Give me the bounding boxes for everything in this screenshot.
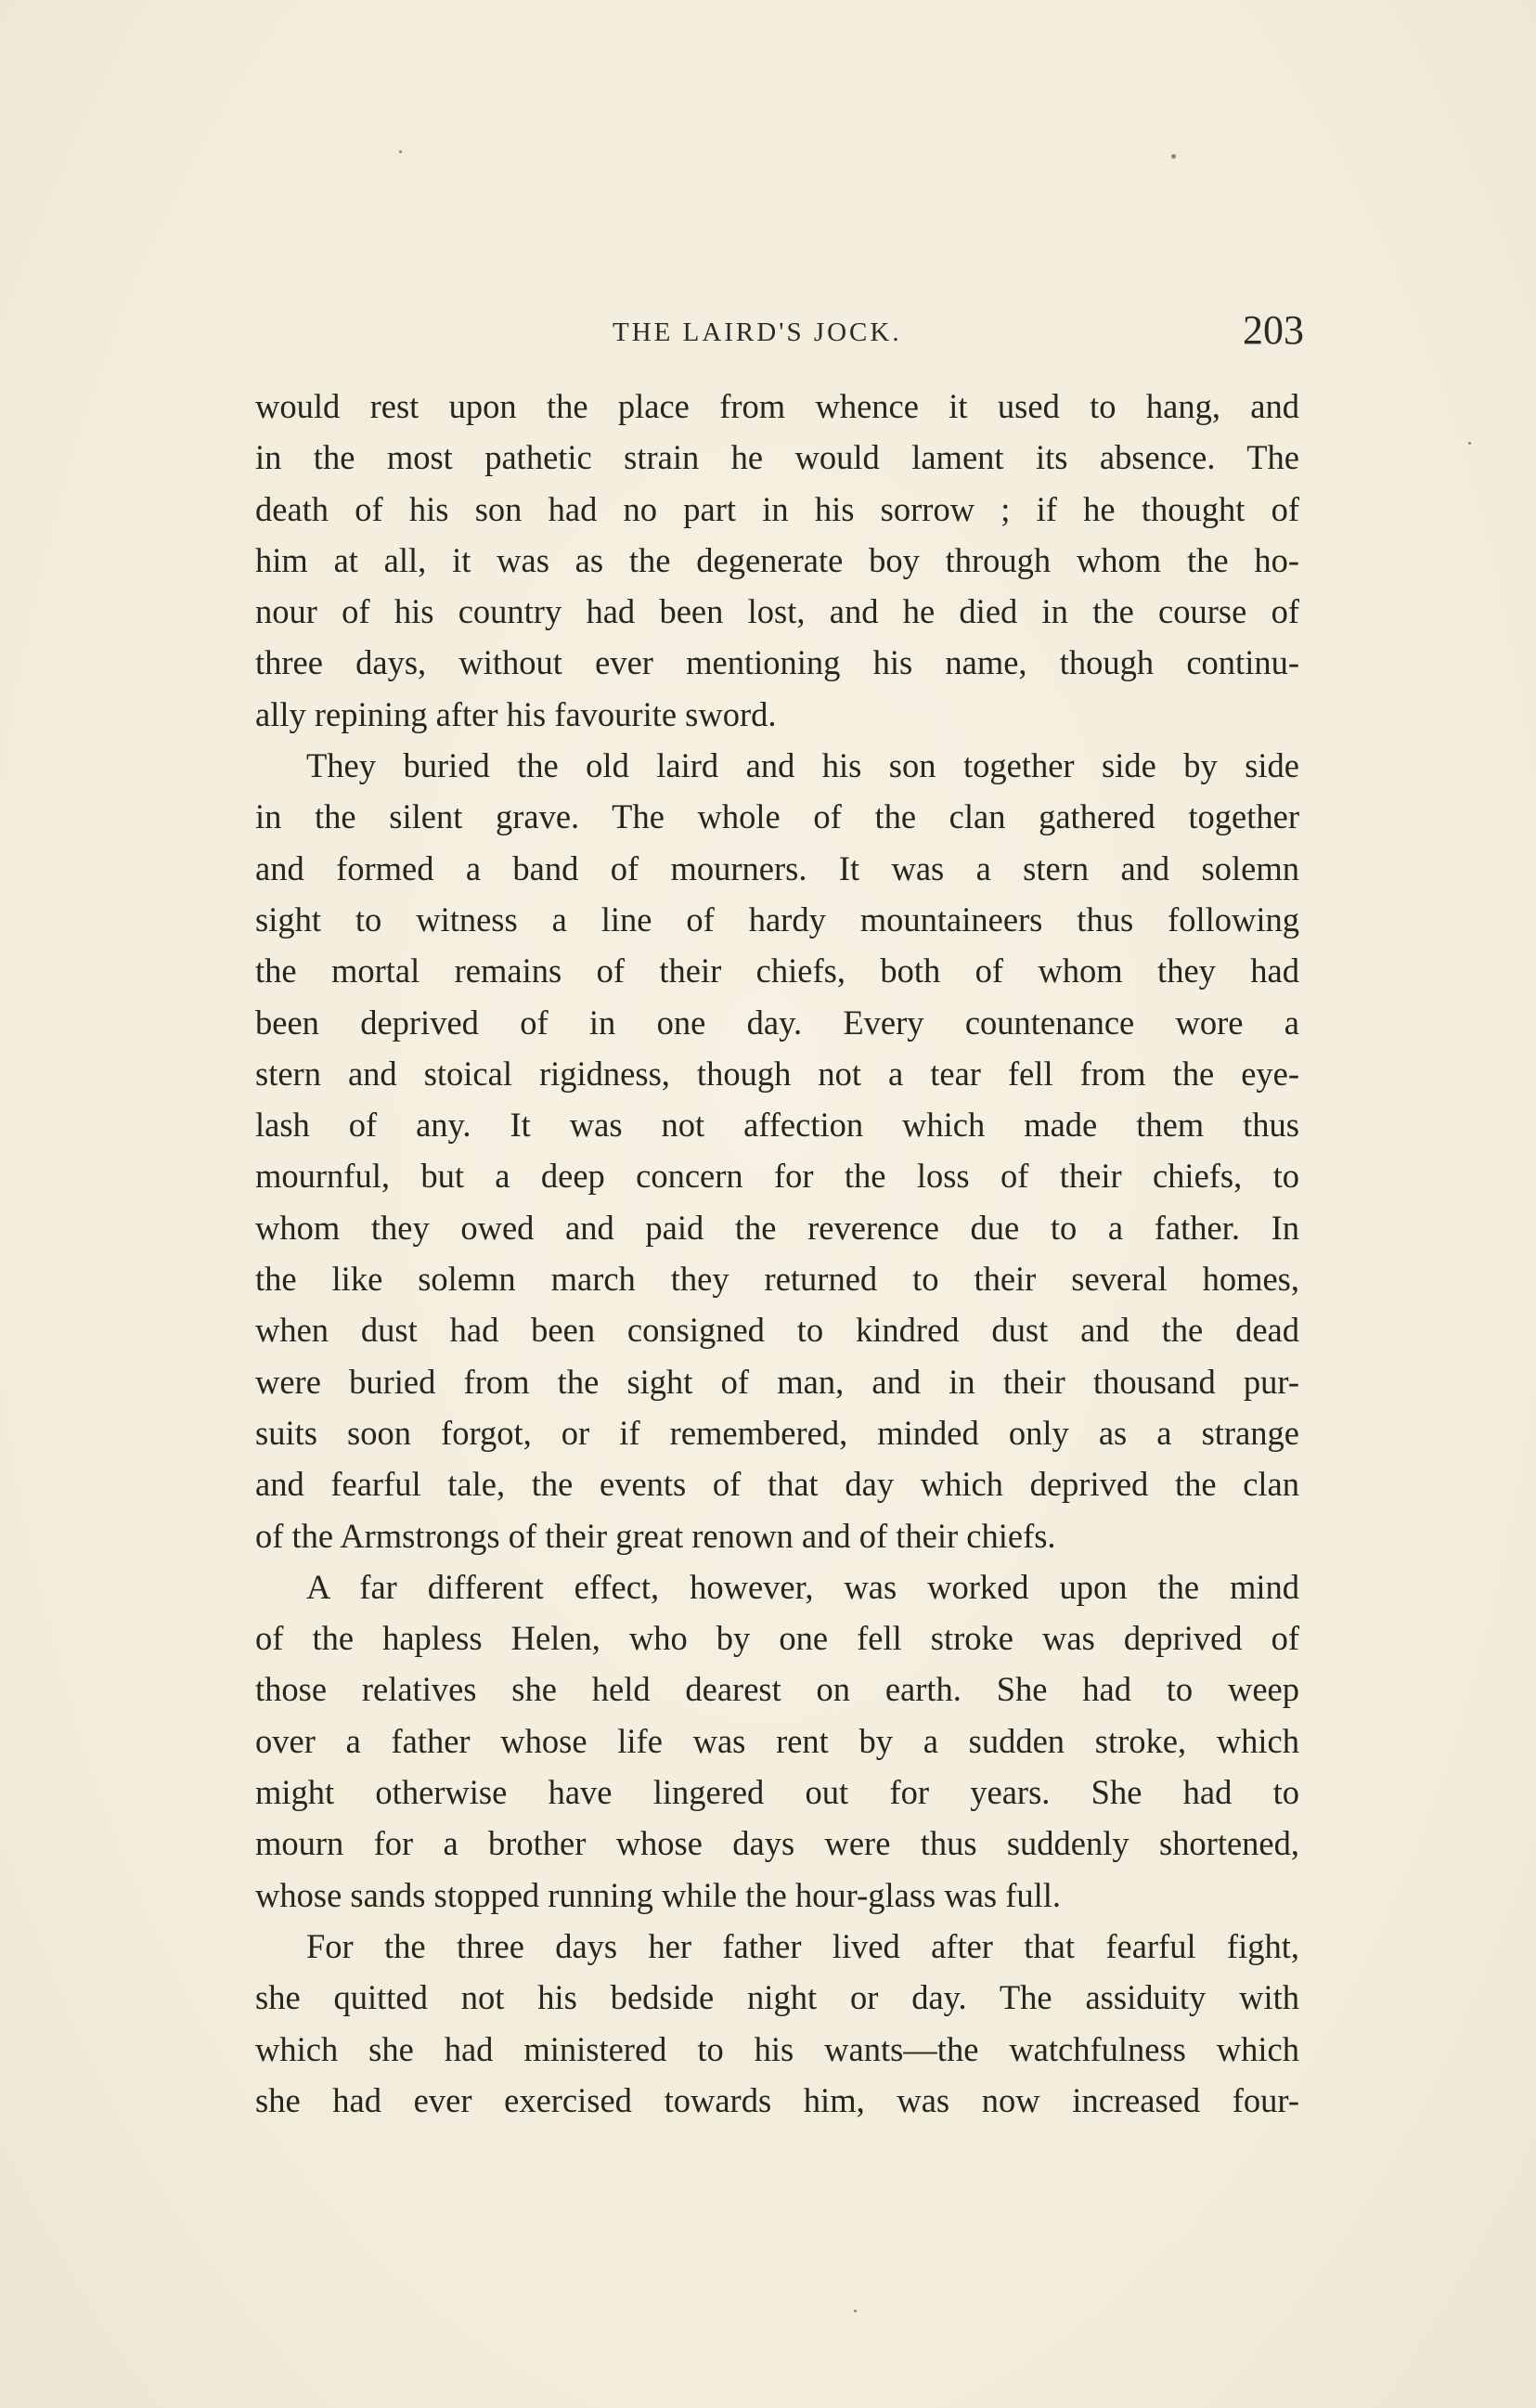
paper-speck xyxy=(1468,442,1471,445)
text-line: in the silent grave. The whole of the clan gathered together xyxy=(255,797,1299,836)
text-line: over a father whose life was rent by a sudden stroke, which xyxy=(255,1721,1299,1760)
text-line: him at all, it was as the degenerate boy through whom the ho- xyxy=(255,540,1299,579)
running-title: THE LAIRD'S JOCK. xyxy=(613,317,902,347)
text-line: whom they owed and paid the reverence due to a father. In xyxy=(255,1208,1299,1247)
paper-speck xyxy=(399,150,402,153)
text-line: stern and stoical rigidness, though not a tear fell from the eye- xyxy=(255,1054,1299,1093)
text-line: were buried from the sight of man, and in their thousand pur- xyxy=(255,1362,1299,1401)
text-line: They buried the old laird and his son together side by side xyxy=(306,746,1299,785)
text-line: which she had ministered to his wants—the watchfulness which xyxy=(255,2029,1299,2068)
text-line: mourn for a brother whose days were thus suddenly shortened, xyxy=(255,1824,1299,1863)
text-line: been deprived of in one day. Every countenance wore a xyxy=(255,1003,1299,1042)
text-line: lash of any. It was not affection which made them thus xyxy=(255,1106,1299,1145)
text-line: three days, without ever mentioning his name, though continu- xyxy=(255,643,1299,682)
text-line: she quitted not his bedside night or day. The assiduity with xyxy=(255,1978,1299,2017)
text-line: those relatives she held dearest on earth. She had to weep xyxy=(255,1670,1299,1709)
text-line: ally repining after his favourite sword. xyxy=(255,694,777,733)
paragraph xyxy=(255,1921,1299,2126)
text-line: A far different effect, however, was worked upon the mind xyxy=(306,1567,1299,1606)
text-line: nour of his country had been lost, and he died in the course of xyxy=(255,592,1299,631)
paper-speck xyxy=(1171,154,1176,159)
paragraph xyxy=(255,381,1299,740)
text-line: death of his son had no part in his sorrow ; if he thought of xyxy=(255,489,1299,528)
text-line: when dust had been consigned to kindred dust and the dead xyxy=(255,1311,1299,1350)
text-line: mournful, but a deep concern for the loss of their chiefs, to xyxy=(255,1157,1299,1196)
text-line: of the Armstrongs of their great renown and of their chiefs. xyxy=(255,1516,1056,1555)
paper-speck xyxy=(854,2310,857,2312)
body-text xyxy=(255,381,1299,2126)
text-line: of the hapless Helen, who by one fell stroke was deprived of xyxy=(255,1619,1299,1658)
text-line: For the three days her father lived after that fearful fight, xyxy=(306,1926,1299,1965)
paragraph xyxy=(255,1561,1299,1921)
page-number: 203 xyxy=(1243,307,1304,353)
text-line: and formed a band of mourners. It was a stern and solemn xyxy=(255,848,1299,887)
text-line: sight to witness a line of hardy mountaineers thus following xyxy=(255,900,1299,939)
text-line: in the most pathetic strain he would lament its absence. The xyxy=(255,438,1299,477)
text-line: whose sands stopped running while the hour-glass was full. xyxy=(255,1875,1062,1914)
text-line: she had ever exercised towards him, was now increased four- xyxy=(255,2080,1299,2119)
running-header xyxy=(251,306,1304,362)
text-line: the mortal remains of their chiefs, both of whom they had xyxy=(255,952,1299,990)
paragraph xyxy=(255,740,1299,1561)
text-line: would rest upon the place from whence it used to hang, and xyxy=(255,387,1299,425)
text-line: and fearful tale, the events of that day which deprived the clan xyxy=(255,1465,1299,1504)
text-line: the like solemn march they returned to their several homes, xyxy=(255,1260,1299,1299)
text-line: might otherwise have lingered out for years. She had to xyxy=(255,1773,1299,1812)
text-line: suits soon forgot, or if remembered, minded only as a strange xyxy=(255,1413,1299,1452)
